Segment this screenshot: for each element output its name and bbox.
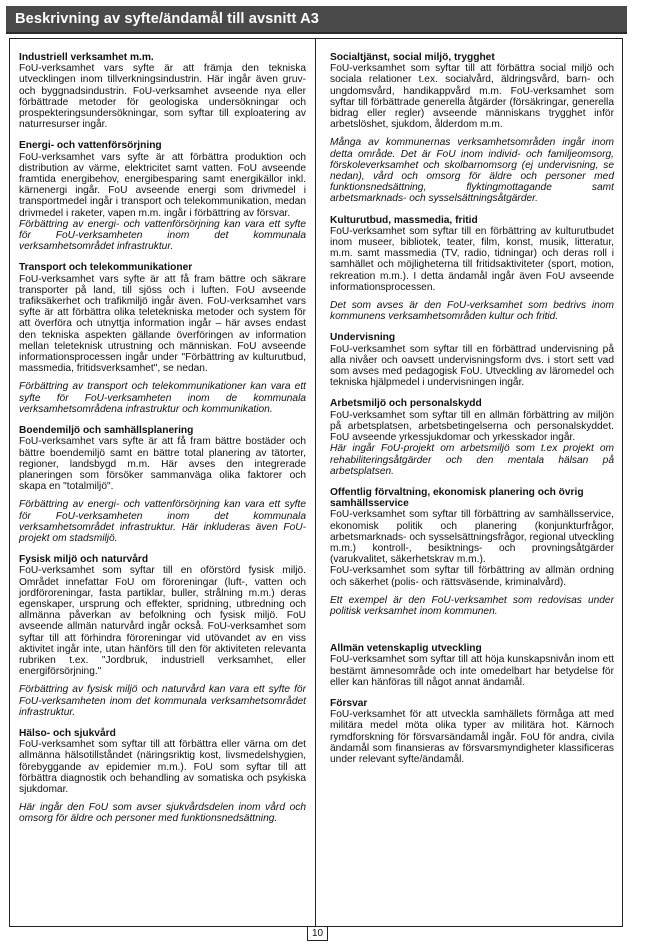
section-text: FoU-verksamhet som syftar till att höja kunskapsnivån inom ett bestämt ämnesområde och inte omedelbart har betydelse för eller kan hänföras till något annat ändamål. (330, 654, 614, 688)
section-title: Allmän vetenskaplig utveckling (330, 643, 482, 655)
section-industry (19, 52, 306, 130)
section-text: FoU-verksamhet vars syfte är att få fram bättre och säkrare transporter på land, till sjöss och i luften. FoU avseende trafiksäkerhet och trafikmiljö ingår även. FoU-verksamhet vars syfte är att förbättra olika teletekniska metoder och system för att överföra och utnyttja information ingår – här avses endast den tekniska aspekten gällande överföringen av information mellan teleteknisk utrustning och människan. FoU avseende informationsprocessen ingår under "Förbättring av kulturutbud, massmedia, fritidsverksamhet", se nedan. (19, 273, 306, 375)
section-text: FoU-verksamhet vars syfte är att främja den tekniska utvecklingen inom tillverkningsindustrin. Här ingår även gruv- och byggnadsindustrin. FoU-verksamhet avseende nya eller förbättrade metoder för geologiska undersökningar och prospekteringsundersökningar, som syftar till exploatering av naturresurser ingår. (19, 63, 306, 131)
section-text: FoU-verksamhet som syftar till en oförstörd fysisk miljö. Området innefattar FoU om föroreningar (luft-, vatten och jordföroreningar, fasta partiklar, buller, strålning m.m.) deras egenskaper, ursprung och effekter, spridning, utbredning och allmänna påverkan av befolkning och fysisk miljö. FoU avseende allmän naturvård ingår också. FoU-verksamhet som syftar till att förhindra föroreningar vid utövandet av en viss aktivitet ingår inte, utan hänförs till den för aktiviteten relevanta rubriken t.ex. "Jordbruk, industriell verksamhet, eller energiförsörjning." (19, 565, 306, 678)
section-health (19, 728, 306, 825)
spacer (330, 627, 614, 643)
section-text: FoU-verksamhet som syftar till att förbättra social miljö och sociala relationer t.ex. socialvård, äldringsvård, barn- och ungdomsvård, handikappvård m.m. FoU-verksamhet som syftar till förbättrade generella åtgärder (försäkringar, generella bidrag eller regler) avseende människans trygghet inför arbetslöshet, sjukdom, ålderdom m.m. (330, 63, 614, 131)
section-title: Fysisk miljö och naturvård (19, 554, 149, 566)
section-note: Förbättring av energi- och vattenförsörjning kan vara ett syfte för FoU-verksamheten inom det kommunala verksamhetsområdet infrastruktur. Här inkluderas även FoU-projekt om stadsmiljö. (19, 499, 306, 544)
section-text-2: FoU-verksamhet som syftar till förbättring av allmän ordning och säkerhet (polis- och rättsväsende, kriminalvård). (330, 565, 614, 588)
page-title: Beskrivning av syfte/ändamål till avsnitt A3 (15, 11, 319, 27)
section-title: Boendemiljö och samhällsplanering (19, 425, 194, 437)
section-text: FoU-verksamhet som syftar till en förbättrad undervisning på alla nivåer och oavsett undervisningsform dvs. i stort sett vad som avses med pedagogisk FoU. Utveckling av läromedel och tekniska hjälpmedel i undervisningen ingår. (330, 343, 614, 389)
section-note: Här ingår den FoU som avser sjukvårdsdelen inom vård och omsorg för äldre och personer med funktionsnedsättning. (19, 802, 306, 825)
section-science (330, 643, 614, 688)
section-title: Undervisning (330, 332, 396, 344)
section-energy (19, 140, 306, 252)
left-column (19, 52, 306, 835)
section-title: Hälso- och sjukvård (19, 727, 116, 739)
section-title: Försvar (330, 697, 368, 709)
section-culture (330, 215, 614, 323)
section-note: Förbättring av energi- och vattenförsörjning kan vara ett syfte för FoU-verksamheten inom det kommunala verksamhetsområdet infrastruktur. (19, 218, 306, 253)
page-number: 10 (307, 926, 328, 941)
section-social (330, 52, 614, 205)
section-text: FoU-verksamhet vars syfte är att få fram bättre bostäder och bättre boendemiljö samt en bättre total planering av tätorter, regioner, landsbygd m.m. Här avses den integrerade planeringen som försöker sammanväga olika faktorer och skapa en "totalmiljö". (19, 436, 306, 493)
section-title: Industriell verksamhet m.m. (19, 52, 154, 63)
section-education (330, 332, 614, 388)
section-text: FoU-verksamhet för att utveckla samhällets förmåga att med militära medel möta olika typer av militära hot. Kärnoch rymdforskning för försvarsändamål ingår. FoU för andra, civila ändamål som finansieras av försvarsmyndigheter klassificeras under relevant syfte/ändamål. (330, 709, 614, 765)
section-text: FoU-verksamhet vars syfte är att förbättra produktion och distribution av värme, elektricitet samt vatten. FoU avseende framtida energibehov, energibesparing samt energikällor inkl. kärnenergi ingår. FoU avseende energi som drivmedel i transportmedel ingår i transport och telekommunikation, medan drivmedel i raketer, vapen m.m. ingår i förbättring av försvar. (19, 151, 306, 219)
right-column (330, 52, 614, 775)
section-note: Förbättring av fysisk miljö och naturvård kan vara ett syfte för FoU-verksamheten inom det kommunala verksamhetsområdet infrastruktur. (19, 684, 306, 718)
section-note: Det som avses är den FoU-verksamhet som bedrivs inom kommunens verksamhetsområden kultur och fritid. (330, 300, 614, 323)
section-text: FoU-verksamhet som syftar till en allmän förbättring av miljön på arbetsplatsen, arbetsbetingelserna och personalskyddet. FoU avseende yrkessjukdomar och yrkesskador ingår. (330, 409, 614, 444)
section-housing (19, 425, 306, 544)
column-divider (315, 38, 316, 927)
section-title: Offentlig förvaltning, ekonomisk planering och övrig samhällsservice (330, 486, 584, 510)
section-work-environment (330, 398, 614, 476)
section-public-administration (330, 487, 614, 617)
section-text: FoU-verksamhet som syftar till en förbättring av kulturutbudet inom museer, bibliotek, teater, film, konst, musik, litteratur, m.m. samt massmedia (TV, radio, tidningar) och deras roll i samhället och möjligheterna till fritidsaktiviteter (sport, motion, rekreation m.m.). I detta ändamål ingår även FoU avseende informationsprocessen. (330, 225, 614, 293)
section-title: Transport och telekommunikationer (19, 262, 193, 274)
section-text: FoU-verksamhet som syftar till att förbättra eller värna om det allmänna hälsotillståndet (näringsriktig kost, livsmedelshygien, förebyggande av epidemier m.m.). FoU som syftar till att förbättra diagnostik och behandling av somatiska och psykiska sjukdomar. (19, 739, 306, 795)
section-note: Förbättring av transport och telekommunikationer kan vara ett syfte för FoU-verksamheten inom de kommunala verksamhetsområdena infrastruktur och kommunikation. (19, 381, 306, 415)
section-title: Socialtjänst, social miljö, trygghet (330, 52, 495, 63)
section-environment (19, 554, 306, 718)
section-transport (19, 262, 306, 415)
section-title: Kulturutbud, massmedia, fritid (330, 214, 478, 226)
section-title: Energi- och vattenförsörjning (19, 140, 162, 152)
section-defence (330, 698, 614, 765)
section-title: Arbetsmiljö och personalskydd (330, 398, 482, 410)
section-text: FoU-verksamhet som syftar till förbättring av samhällsservice, ekonomisk politik och planering (konjunkturfrågor, arbetsmarknads- och sysselsättningsfrågor, regional utveckling m.m.) kontroll-, besiktnings- och provningsåtgärder (varukvalitet, säkerhetskrav m.m.). (330, 509, 614, 566)
section-note: Många av kommunernas verksamhetsområden ingår inom detta område. Det är FoU inom individ- och familjeomsorg, förskoleverksamhet och skolbarnomsorg (ej undervisning, se nedan), vård och omsorg för äldre och personer med funktionsnedsättning, flyktingmottagande samt arbetsmarknads- och sysselsättningsåtgärder. (330, 137, 614, 205)
section-note: Ett exempel är den FoU-verksamhet som redovisas under politisk verksamhet inom kommunen. (330, 594, 614, 617)
section-header-bar (6, 6, 627, 34)
section-note: Här ingår FoU-projekt om arbetsmiljö som t.ex projekt om rehabiliteringsåtgärder och den mentala hälsan på arbetsplatsen. (330, 443, 614, 477)
